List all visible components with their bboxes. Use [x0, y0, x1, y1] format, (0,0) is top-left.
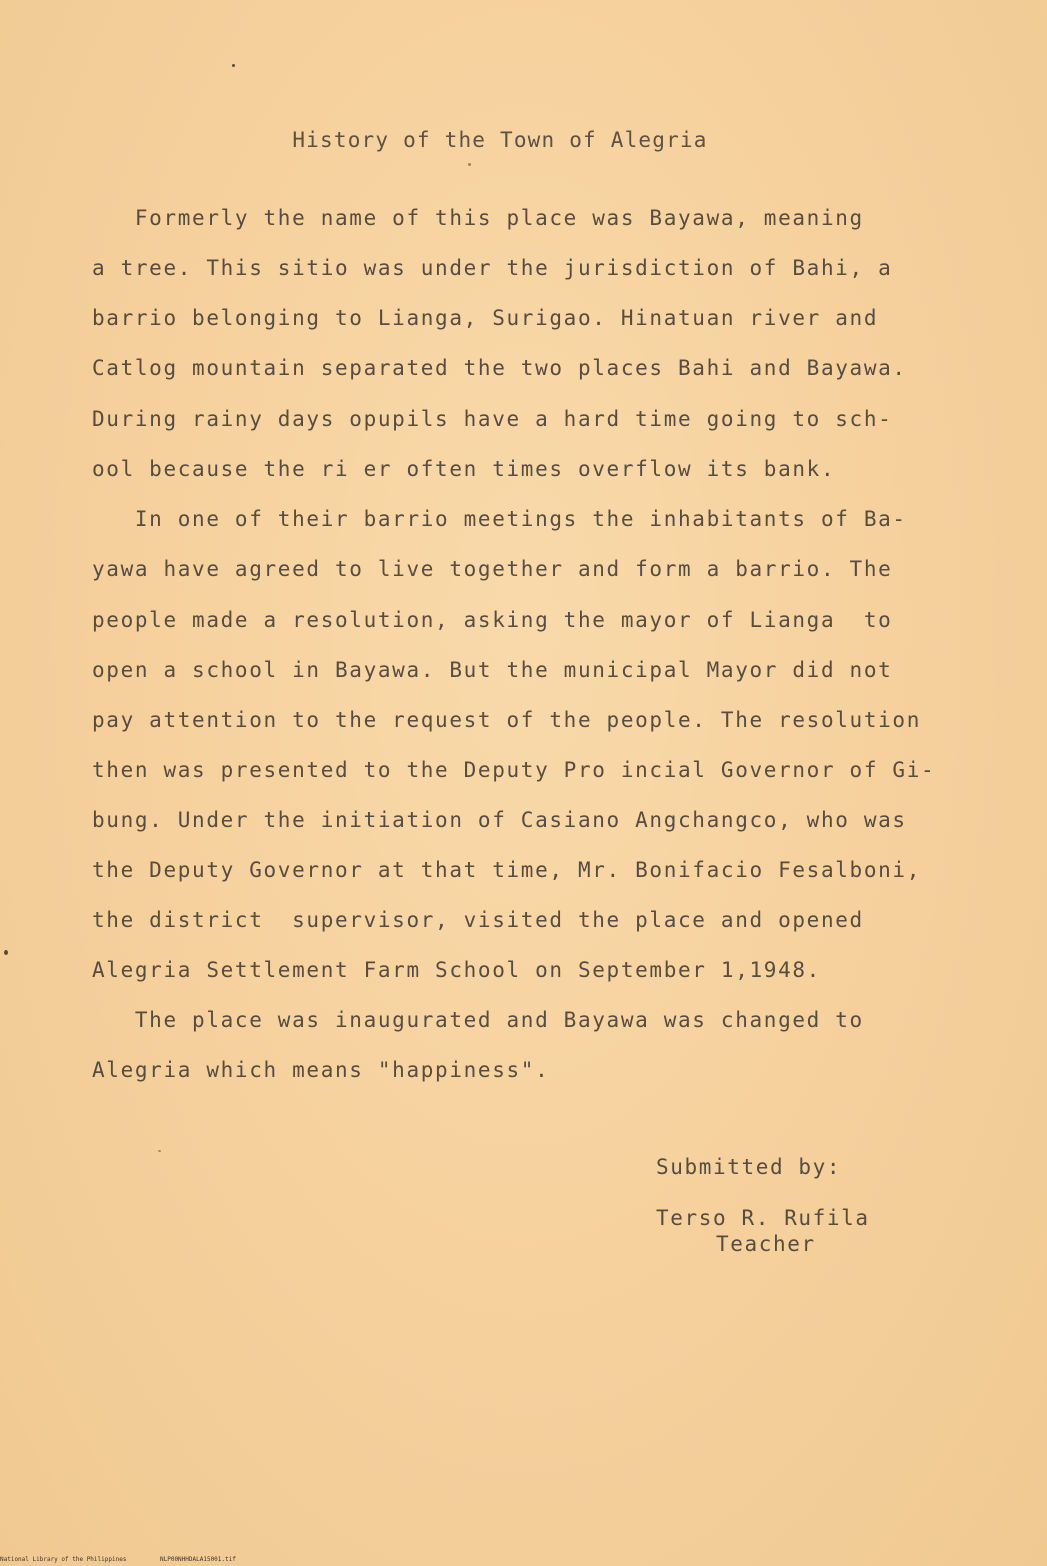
footer-filename: NLP00NHHDALA15001.tif: [160, 1556, 236, 1563]
body-line: Catlog mountain separated the two places Bahi and Bayawa.: [92, 356, 907, 380]
body-line: Alegria Settlement Farm School on September 1,1948.: [92, 958, 821, 982]
paper-speck: [232, 64, 235, 67]
body-line: In one of their barrio meetings the inhabitants of Ba-: [92, 507, 907, 531]
body-line: yawa have agreed to live together and form a barrio. The: [92, 557, 893, 581]
body-line: The place was inaugurated and Bayawa was changed to: [92, 1008, 864, 1032]
body-line: people made a resolution, asking the mayor of Lianga to: [92, 608, 893, 632]
body-line: the Deputy Governor at that time, Mr. Bonifacio Fesalboni,: [92, 858, 921, 882]
page-title: History of the Town of Alegria: [292, 128, 708, 152]
signatory-name: Terso R. Rufila: [656, 1206, 870, 1230]
body-line: bung. Under the initiation of Casiano Angchangco, who was: [92, 808, 907, 832]
body-line: Formerly the name of this place was Bayawa, meaning: [92, 206, 864, 230]
paper-speck: [468, 163, 471, 166]
body-line: Alegria which means "happiness".: [92, 1058, 550, 1082]
paper-speck: [158, 1150, 161, 1152]
submitted-by-label: Submitted by:: [656, 1155, 842, 1179]
body-line: During rainy days opupils have a hard time going to sch-: [92, 407, 893, 431]
body-line: a tree. This sitio was under the jurisdiction of Bahi, a: [92, 256, 893, 280]
paper-speck: [4, 950, 8, 955]
footer-library: National Library of the Philippines: [0, 1556, 127, 1563]
body-line: the district supervisor, visited the place and opened: [92, 908, 864, 932]
body-line: then was presented to the Deputy Pro incial Governor of Gi-: [92, 758, 936, 782]
body-line: ool because the ri er often times overflow its bank.: [92, 457, 836, 481]
signatory-role: Teacher: [716, 1232, 816, 1256]
body-line: open a school in Bayawa. But the municipal Mayor did not: [92, 658, 893, 682]
body-line: pay attention to the request of the people. The resolution: [92, 708, 921, 732]
body-line: barrio belonging to Lianga, Surigao. Hinatuan river and: [92, 306, 879, 330]
